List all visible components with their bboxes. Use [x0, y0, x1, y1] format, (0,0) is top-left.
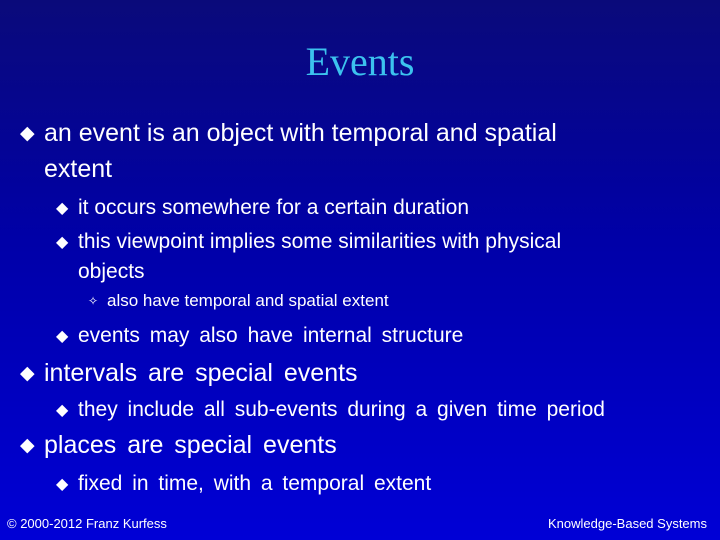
bullet-text-continuation: extent: [44, 155, 113, 183]
sub-bullet-text: they include all sub-events during a given time period: [78, 398, 605, 421]
diamond-bullet-icon: ◆: [20, 434, 35, 456]
sub-bullet-text: it occurs somewhere for a certain duration: [78, 196, 470, 219]
diamond-bullet-icon: ◆: [56, 474, 69, 493]
footer-course-title: Knowledge-Based Systems: [548, 516, 707, 531]
footer-copyright: © 2000-2012 Franz Kurfess: [7, 516, 167, 531]
diamond-bullet-icon: ◆: [56, 400, 69, 419]
sub-bullet-text: events may also have internal structure: [78, 324, 464, 347]
sub-bullet-text-continuation: objects: [78, 260, 145, 283]
bullet-text: places are special events: [44, 431, 337, 459]
diamond-bullet-icon: ◆: [56, 326, 69, 345]
sub-bullet-text: this viewpoint implies some similarities with physical: [78, 230, 562, 253]
diamond-bullet-icon: ◆: [56, 198, 69, 217]
diamond-bullet-icon: ◆: [20, 362, 35, 384]
four-point-star-bullet-icon: ✧: [88, 294, 99, 308]
sub-sub-bullet-text: also have temporal and spatial extent: [107, 291, 389, 310]
bullet-text: intervals are special events: [44, 359, 358, 387]
sub-bullet-text: fixed in time, with a temporal extent: [78, 472, 432, 495]
slide-title: Events: [305, 39, 415, 84]
bullet-text: an event is an object with temporal and spatial: [44, 119, 557, 147]
diamond-bullet-icon: ◆: [56, 232, 69, 251]
diamond-bullet-icon: ◆: [20, 122, 35, 144]
